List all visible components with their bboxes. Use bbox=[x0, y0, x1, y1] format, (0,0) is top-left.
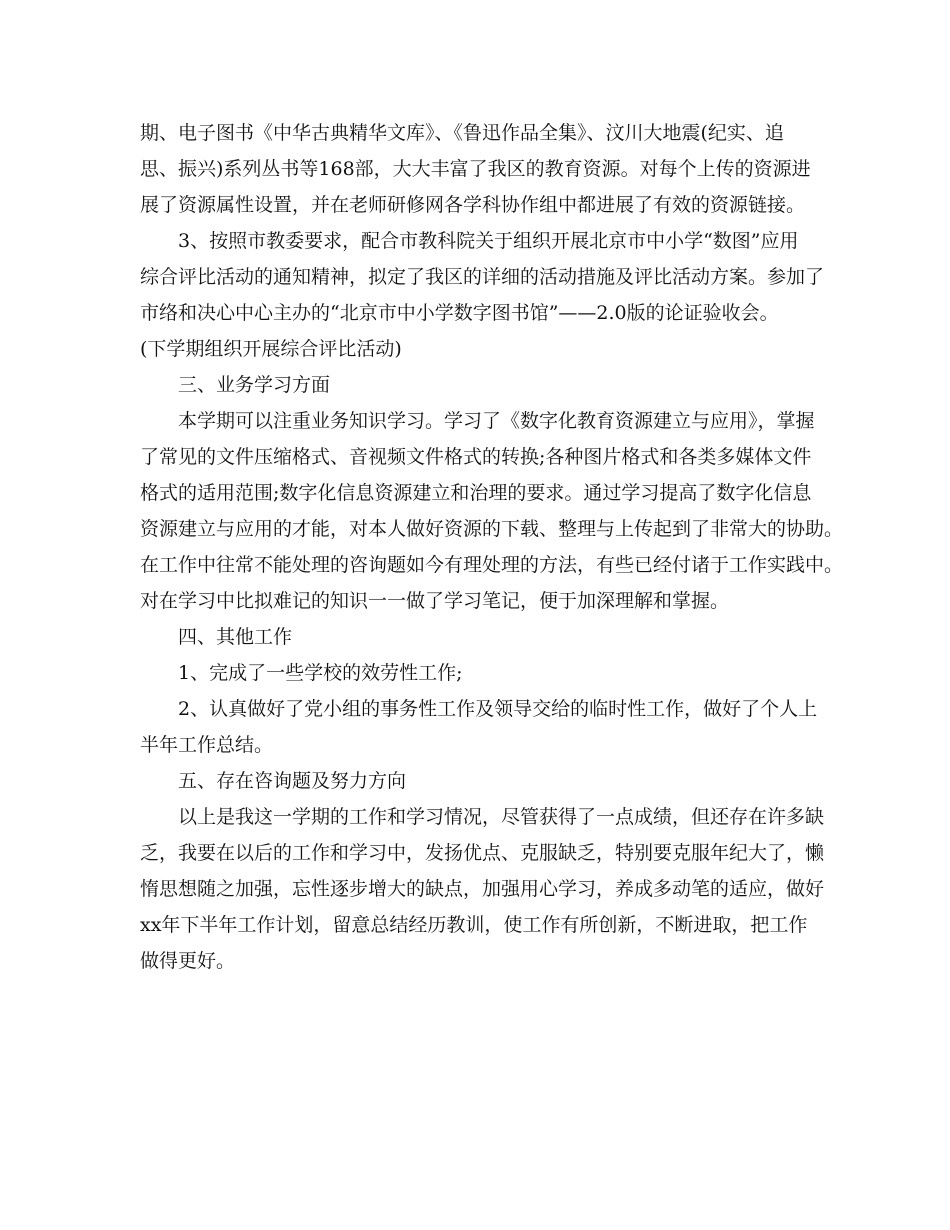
paragraph-start-line: 2、认真做好了党小组的事务性工作及领导交给的临时性工作，做好了个人上 bbox=[178, 698, 818, 720]
body-text-line: 乏，我要在以后的工作和学习中，发扬优点、克服缺乏，特别要克服年纪大了，懒 bbox=[140, 842, 825, 864]
body-text-line: 惰思想随之加强，忘性逐步增大的缺点，加强用心学习，养成多动笔的适应，做好 bbox=[140, 878, 825, 900]
body-text-line: 资源建立与应用的才能，对本人做好资源的下载、整理与上传起到了非常大的协助。 bbox=[140, 518, 844, 540]
body-text-line: 展了资源属性设置，并在老师研修网各学科协作组中都进展了有效的资源链接。 bbox=[140, 194, 806, 216]
body-text-line: xx年下半年工作计划，留意总结经历教训，使工作有所创新，不断进取，把工作 bbox=[140, 914, 808, 936]
paragraph-start-line: 1、完成了一些学校的效劳性工作; bbox=[178, 662, 463, 684]
body-text-line: 思、振兴)系列丛书等168部，大大丰富了我区的教育资源。对每个上传的资源进 bbox=[140, 158, 811, 180]
body-text-line: 市络和决心中心主办的“北京市中小学数字图书馆”——2.0版的论证验收会。 bbox=[140, 302, 779, 324]
body-text-line: 综合评比活动的通知精神，拟定了我区的详细的活动措施及评比活动方案。参加了 bbox=[140, 266, 825, 288]
body-text-line: 对在学习中比拟难记的知识一一做了学习笔记，便于加深理解和掌握。 bbox=[140, 590, 730, 612]
section-heading: 四、其他工作 bbox=[178, 626, 293, 648]
body-text-line: 格式的适用范围;数字化信息资源建立和治理的要求。通过学习提高了数字化信息 bbox=[140, 482, 812, 504]
paragraph-start-line: 本学期可以注重业务知识学习。学习了《数字化教育资源建立与应用》，掌握 bbox=[178, 410, 815, 432]
section-heading: 三、业务学习方面 bbox=[178, 374, 331, 396]
body-text-line: 做得更好。 bbox=[140, 950, 236, 972]
body-text-line: 期、电子图书《中华古典精华文库》、《鲁迅作品全集》、汶川大地震(纪实、追 bbox=[140, 122, 784, 144]
paragraph-start-line: 以上是我这一学期的工作和学习情况，尽管获得了一点成绩，但还存在许多缺 bbox=[178, 806, 825, 828]
section-heading: 五、存在咨询题及努力方向 bbox=[178, 770, 407, 792]
body-text-line: 半年工作总结。 bbox=[140, 734, 274, 756]
body-text-line: 在工作中往常不能处理的咨询题如今有理处理的方法，有些已经付诸于工作实践中。 bbox=[140, 554, 844, 576]
body-text-line: (下学期组织开展综合评比活动) bbox=[140, 338, 402, 360]
body-text-line: 了常见的文件压缩格式、音视频文件格式的转换;各种图片格式和各类多媒体文件 bbox=[140, 446, 812, 468]
paragraph-start-line: 3、按照市教委要求，配合市教科院关于组织开展北京市中小学“数图”应用 bbox=[178, 230, 799, 252]
